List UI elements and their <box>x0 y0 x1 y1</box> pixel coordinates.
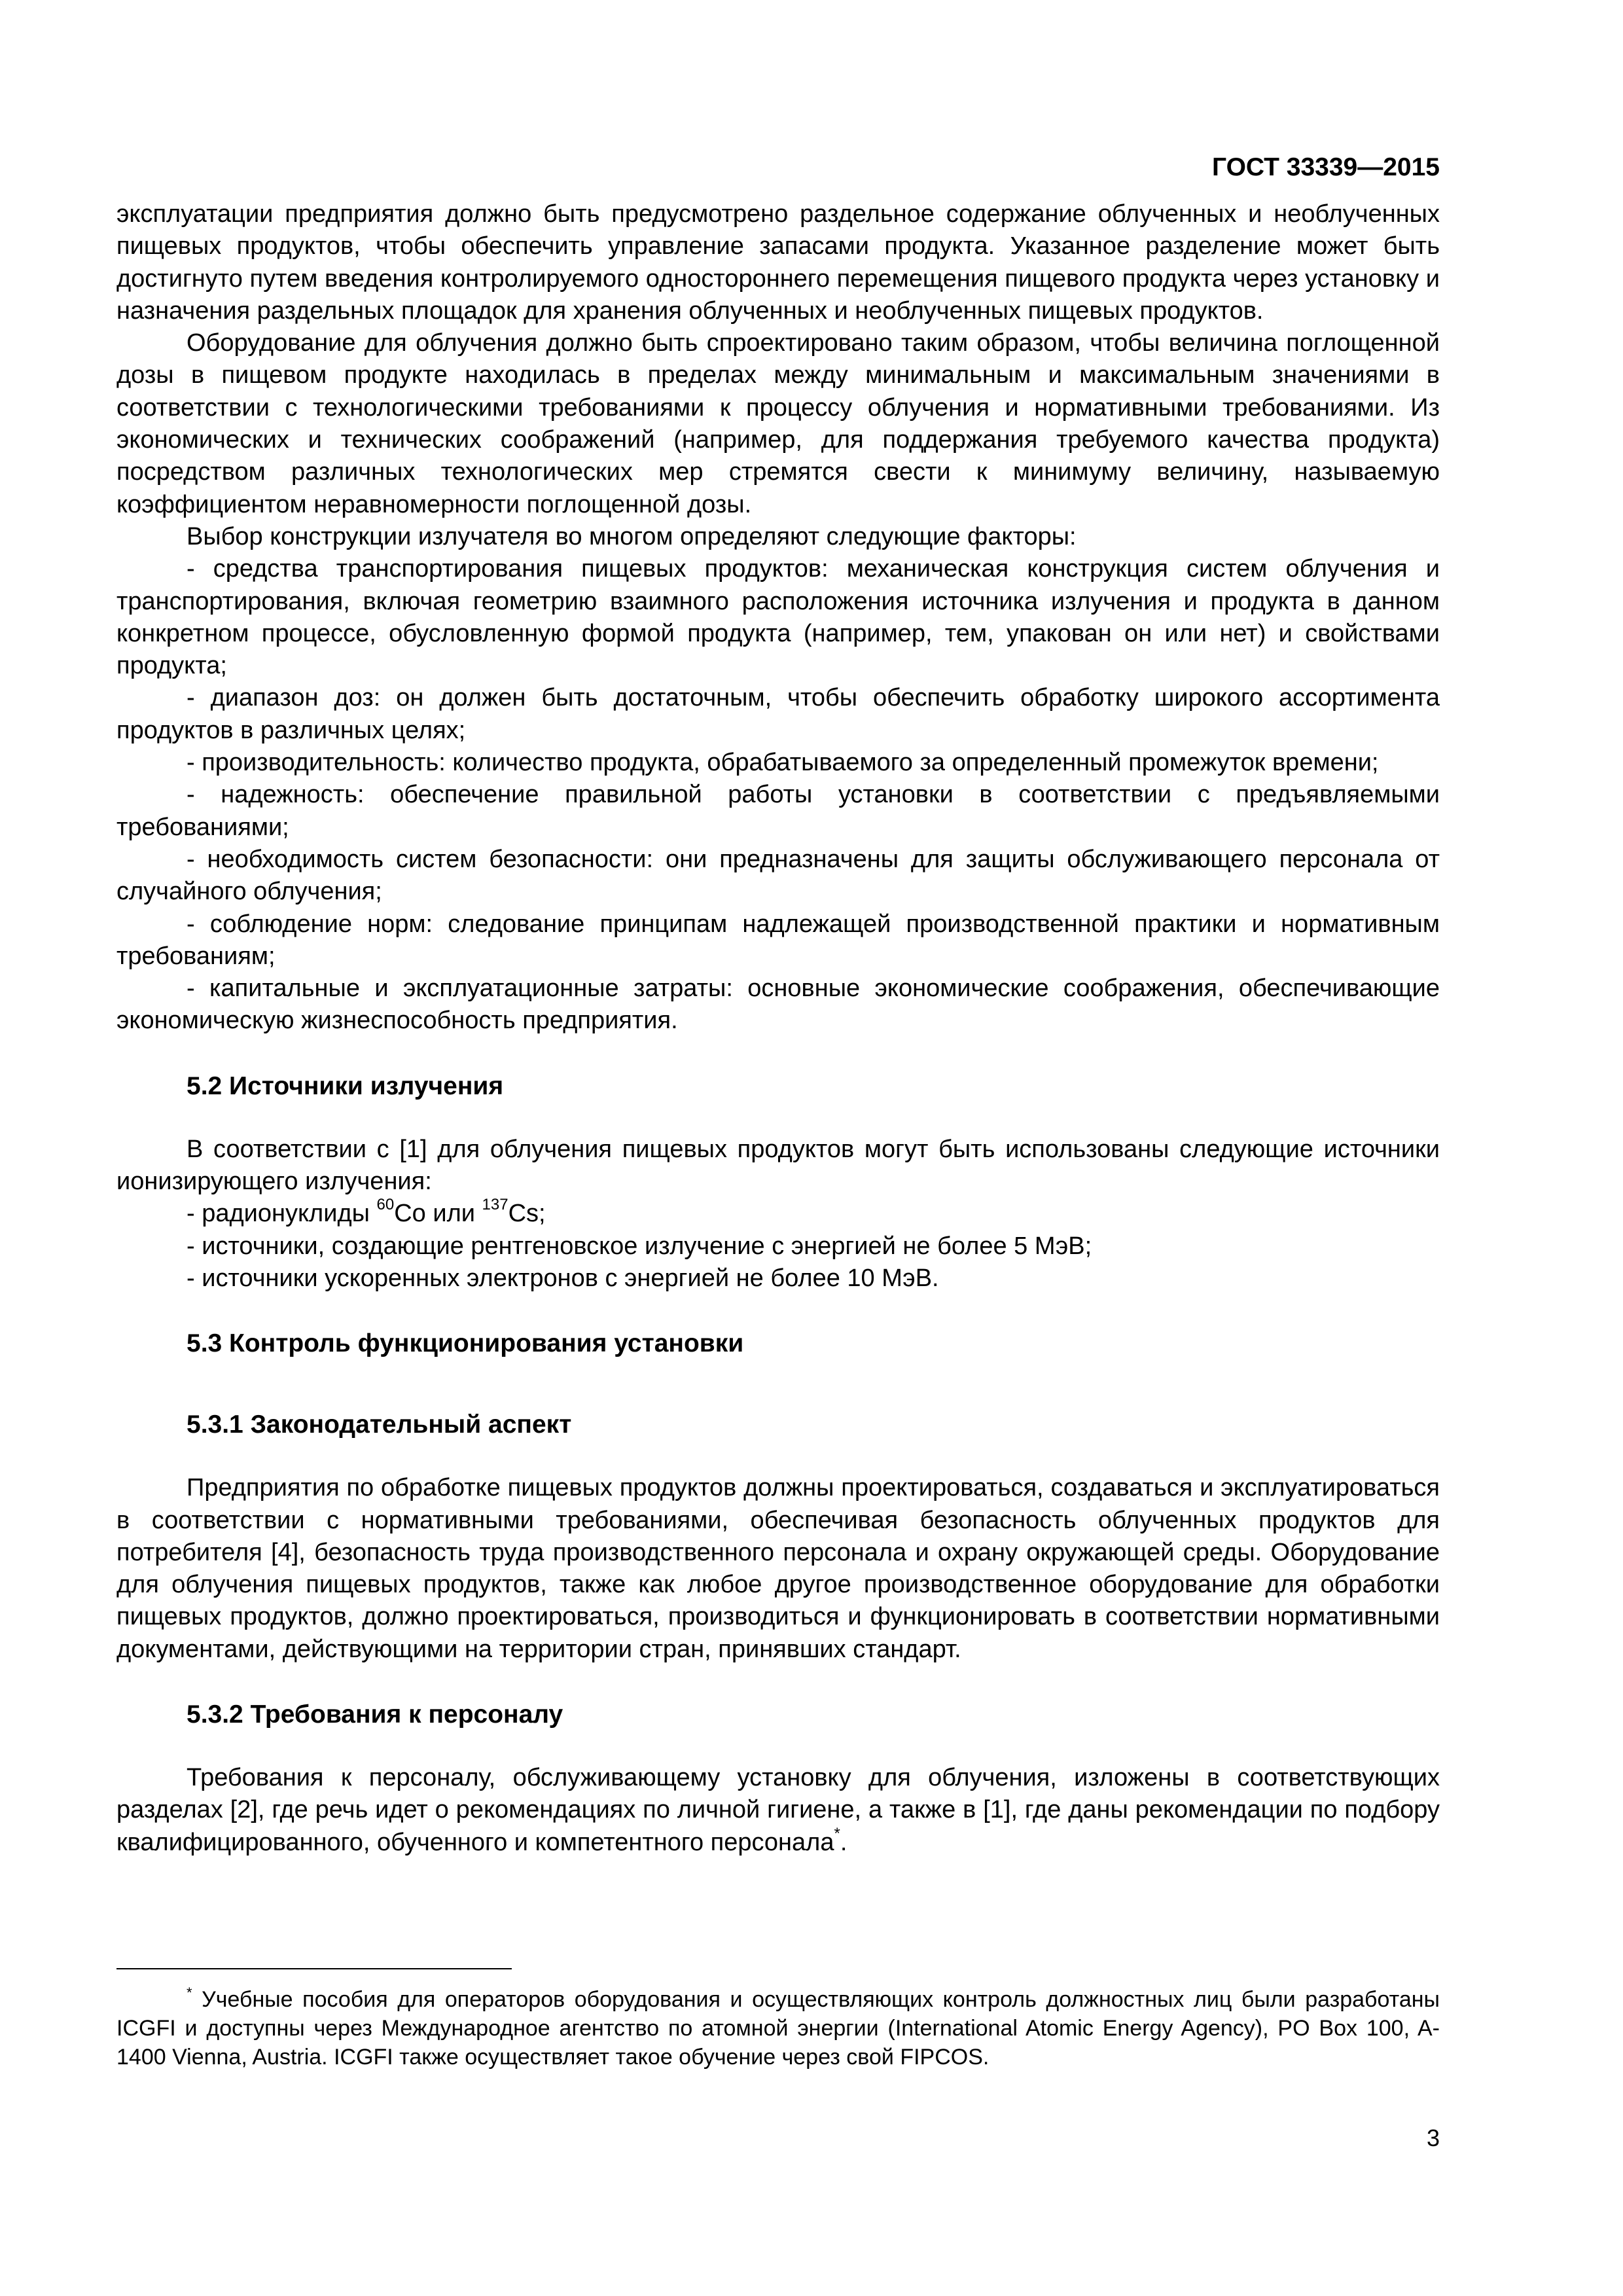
section-heading-5-3-2: 5.3.2 Требования к персоналу <box>187 1700 563 1729</box>
paragraph-personnel-requirements <box>116 1762 1440 1859</box>
paragraph-factors-intro: Выбор конструкции излучателя во многом определяют следующие факторы: <box>187 522 1077 550</box>
list-item-factor: - надежность: обеспечение правильной работы установки в соответствии с предъявляемыми требованиями; <box>116 781 1440 841</box>
personnel-end: . <box>840 1828 847 1856</box>
cesium-mass-number: 137 <box>482 1196 508 1214</box>
cobalt-symbol: Co <box>394 1200 426 1228</box>
section-heading-5-3: 5.3 Контроль функционирования установки <box>187 1329 744 1358</box>
paragraph-storage-separation: эксплуатации предприятия должно быть предусмотрено раздельное содержание облученных и необлученных пищевых продуктов, чтобы обеспечить управление запасами продукта. Указанное разделение может быть достигнуто путем введения контролируемого одностороннего перемещения пищевого продукта через установку и назначения раздельных площадок для хранения облученных и необлученных пищевых продуктов. <box>116 200 1440 325</box>
personnel-text: Требования к персоналу, обслуживающему установку для облучения, изложены в соответствующих разделах [2], где речь идет о рекомендациях по личной гигиене, а также в [1], где даны рекомендации по подбору квалифицированного, обученного и компетентного персонала <box>116 1763 1440 1856</box>
document-body <box>116 198 1440 1859</box>
page-number: 3 <box>1426 2125 1440 2151</box>
footnote-reference: * <box>834 1824 840 1842</box>
cobalt-mass-number: 60 <box>376 1196 395 1214</box>
section-heading-5-2: 5.2 Источники излучения <box>187 1071 504 1100</box>
list-item-factor: - соблюдение норм: следование принципам надлежащей производственной практики и нормативным требованиям; <box>116 910 1440 970</box>
section-heading-5-3-1: 5.3.1 Законодательный аспект <box>187 1410 572 1439</box>
footnote-text: Учебные пособия для операторов оборудования и осуществляющих контроль должностных лиц были разработаны ICGFI и доступны через Международное агентство по атомной энергии (International Atomic Energy Agency), PO Box 100, A-1400 Vienna, Austria. ICGFI также осуществляет такое обучение через свой FIPCOS. <box>116 1987 1440 2070</box>
list-item-factor: - производительность: количество продукта, обрабатываемого за определенный промежуток времени; <box>187 749 1379 777</box>
footnote-separator <box>116 1968 512 1969</box>
list-item-factor: - диапазон доз: он должен быть достаточным, чтобы обеспечить обработку широкого ассортимента продуктов в различных целях; <box>116 684 1440 744</box>
cesium-symbol: Cs; <box>508 1200 546 1228</box>
list-item-factor: - капитальные и эксплуатационные затраты: основные экономические соображения, обеспечивающие экономическую жизнеспособность предприятия. <box>116 975 1440 1035</box>
list-item-source: - источники ускоренных электронов с энергией не более 10 МэВ. <box>187 1264 939 1292</box>
list-item-source <box>116 1198 1440 1230</box>
paragraph-legislative-aspect: Предприятия по обработке пищевых продуктов должны проектироваться, создаваться и эксплуатироваться в соответствии с нормативными требованиями, обеспечивая безопасность облученных продуктов для потребителя [4], безопасность труда производственного персонала и охрану окружающей среды. Оборудование для облучения пищевых продуктов, также как любое другое производственное оборудование для обработки пищевых продуктов, должно проектироваться, производиться и функционировать в соответствии нормативными документами, действующими на территории стран, принявших стандарт. <box>116 1474 1440 1663</box>
list-item-factor: - необходимость систем безопасности: они предназначены для защиты обслуживающего персонала от случайного облучения; <box>116 845 1440 906</box>
list-item-source: - источники, создающие рентгеновское излучение с энергией не более 5 МэВ; <box>187 1232 1092 1260</box>
paragraph-sources-intro: В соответствии с [1] для облучения пищевых продуктов могут быть использованы следующие источники ионизирующего излучения: <box>116 1135 1440 1196</box>
source-or: или <box>425 1200 482 1228</box>
list-item-factor: - средства транспортирования пищевых продуктов: механическая конструкция систем облучения и транспортирования, включая геометрию взаимного расположения источника излучения и продукта в данном конкретном процессе, обусловленную формой продукта (например, тем, упакован он или нет) и свойствами продукта; <box>116 555 1440 680</box>
footnote <box>116 1985 1440 2072</box>
footnote-mark: * <box>187 1984 192 2001</box>
document-page <box>116 0 1440 2296</box>
document-header: ГОСТ 33339—2015 <box>1212 153 1440 181</box>
paragraph-dose-uniformity: Оборудование для облучения должно быть спроектировано таким образом, чтобы величина поглощенной дозы в пищевом продукте находилась в пределах между минимальным и максимальным значениями в соответствии с технологическими требованиями к процессу облучения и нормативными требованиями. Из экономических и технических соображений (например, для поддержания требуемого качества продукта) посредством различных технологических мер стремятся свести к минимуму величину, называемую коэффициентом неравномерности поглощенной дозы. <box>116 329 1440 518</box>
source-prefix: - радионуклиды <box>187 1200 377 1228</box>
